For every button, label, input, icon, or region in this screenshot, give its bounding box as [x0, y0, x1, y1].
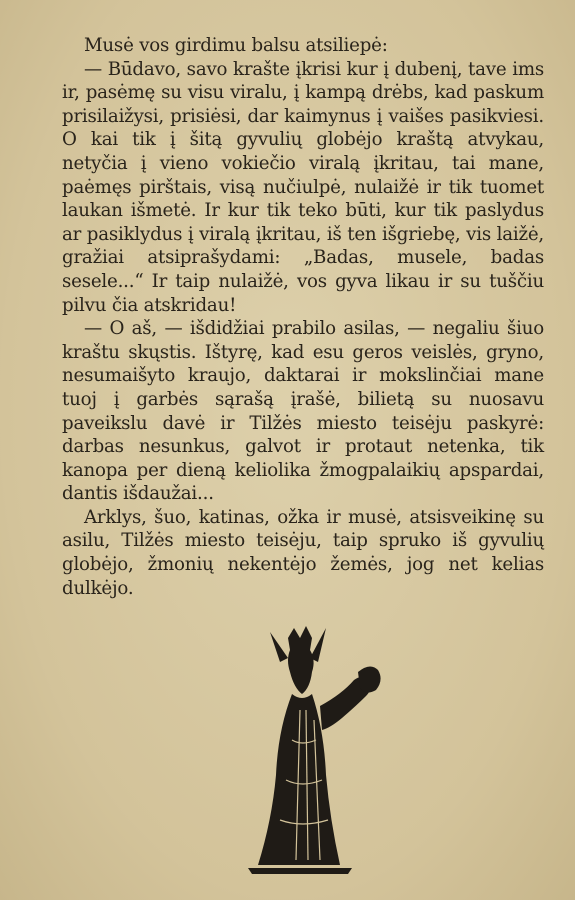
paragraph: — Būdavo, savo krašte įkrisi kur į dubenį, tave ims ir, pasėmę su visu viralu, į kampą drėbs, kad paskum prisilaižysi, prisiėsi, dar kaimynus į vaišes pasikviesi. O kai tik į šitą gyvulių globėjo kraštą atvykau, netyčia į vieno vokiečio viralą įkritau, tai mane, paėmęs pirštais, visą nučiulpė, nulaižė ir tik tuomet laukan išmetė. Ir kur tik teko būti, kur tik paslydus ar pasiklydus į viralą įkritau, iš ten išgriebę, vis laižė, gražiai atsiprašydami: „Badas, musele, badas sesele...“ Ir taip nulaižė, vos gyva likau ir su tuščiu pilvu čia atskridau! [62, 58, 544, 316]
paragraph: Arklys, šuo, katinas, ožka ir musė, atsisveikinę su asilu, Tilžės miesto teisėju, taip spruko iš gyvulių globėjo, žmonių nekentėjo žemės, jog net kelias dulkėjo. [62, 506, 544, 599]
paragraph: Musė vos girdimu balsu atsiliepė: [84, 35, 388, 56]
paragraph: — O aš, — išdidžiai prabilo asilas, — negaliu šiuo kraštu skųstis. Ištyrę, kad esu geros veislės, gryno, nesumaišyto kraujo, daktarai ir mokslinčiai mane tuoj į garbės sąrašą įrašė, bilietą su nuosavu paveikslu davė ir Tilžės miesto teisėju paskyrė: darbas nesunkus, galvot ir protaut netenka, tik kanopa per dieną keliolika žmogpalaikių apspardai, dantis išdaužai... [62, 318, 544, 505]
body-text [62, 34, 544, 600]
donkey-judge-illustration [230, 610, 390, 890]
